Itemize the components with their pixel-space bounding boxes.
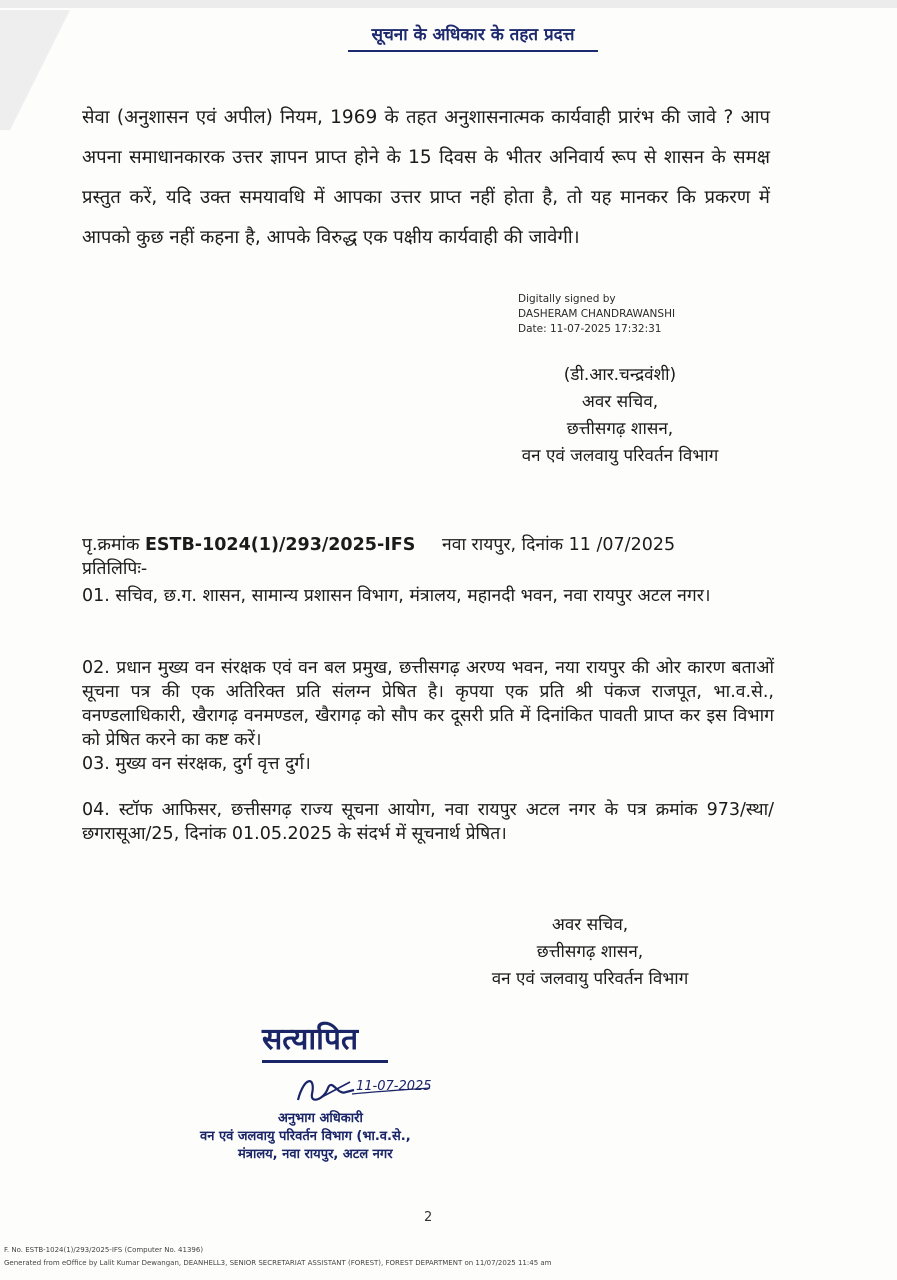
- top-band: [0, 0, 897, 8]
- digital-signature-block: [518, 292, 758, 337]
- verified-stamp-heading: सत्यापित: [262, 1020, 388, 1063]
- footer-file-number: F. No. ESTB-1024(1)/293/2025-IFS (Computer No. 41396): [4, 1246, 204, 1254]
- signatory-name: (डी.आर.चन्द्रवंशी): [563, 365, 677, 385]
- page-fold-shadow: [0, 10, 70, 130]
- signatory-designation: अवर सचिव,: [581, 392, 659, 412]
- handwritten-signature: [290, 1070, 440, 1110]
- reference-prefix: पृ.क्रमांक: [82, 535, 140, 555]
- copy-item-2: 02. प्रधान मुख्य वन संरक्षक एवं वन बल प्रमुख, छत्तीसगढ़ अरण्य भवन, नया रायपुर की ओर कारण बताओं सूचना पत्र की एक अतिरिक्त प्रति संलग्न प्रेषित है। कृपया एक प्रति श्री पंकज राजपूत, भा.व.से., वनण्डलाधिकारी, खैरागढ़ वनमण्डल, खैरागढ़ को सौप कर दूसरी प्रति में दिनांकित पावती प्राप्त कर इस विभाग को प्रेषित करने का कष्ट करें।: [82, 658, 774, 750]
- officer-stamp: [200, 1110, 500, 1164]
- rti-stamp-heading: सूचना के अधिकार के तहत प्रदत्त: [348, 22, 598, 52]
- signatory2-government: छत्तीसगढ़ शासन,: [536, 942, 644, 962]
- reference-line: [82, 533, 676, 557]
- page-number: 2: [424, 1210, 433, 1225]
- digital-signature-name: DASHERAM CHANDRAWANSHI: [518, 308, 676, 320]
- digital-signature-line: Digitally signed by: [518, 293, 616, 305]
- footer: [0, 1244, 897, 1270]
- signatory-department: वन एवं जलवायु परिवर्तन विभाग: [521, 446, 719, 466]
- copy-item-1: 01. सचिव, छ.ग. शासन, सामान्य प्रशासन विभाग, मंत्रालय, महानदी भवन, नवा रायपुर अटल नगर।: [82, 586, 711, 606]
- signatory-block: [470, 362, 770, 470]
- stamp-address: मंत्रालय, नवा रायपुर, अटल नगर: [238, 1147, 393, 1162]
- place-date: नवा रायपुर, दिनांक 11 /07/2025: [442, 535, 676, 555]
- signatory-government: छत्तीसगढ़ शासन,: [566, 419, 674, 439]
- signatory-block-2: [440, 912, 740, 993]
- body-paragraph: सेवा (अनुशासन एवं अपील) नियम, 1969 के तहत अनुशासनात्मक कार्यवाही प्रारंभ की जावे ? आप अपना समाधानकारक उत्तर ज्ञापन प्राप्त होने के 15 दिवस के भीतर अनिवार्य रूप से शासन के समक्ष प्रस्तुत करें, यदि उक्त समयावधि में आपका उत्तर प्राप्त नहीं होता है, तो यह मानकर कि प्रकरण में आपको कुछ नहीं कहना है, आपके विरुद्ध एक पक्षीय कार्यवाही की जावेगी।: [82, 107, 770, 248]
- digital-signature-date: Date: 11-07-2025 17:32:31: [518, 323, 662, 335]
- copy-item-3: 03. मुख्य वन संरक्षक, दुर्ग वृत्त दुर्ग।: [82, 754, 311, 774]
- copy-item-4: 04. स्टॉफ आफिसर, छत्तीसगढ़ राज्य सूचना आयोग, नवा रायपुर अटल नगर के पत्र क्रमांक 973/स्था/छगरासूआ/25, दिनांक 01.05.2025 के संदर्भ में सूचनार्थ प्रेषित।: [82, 800, 774, 844]
- copy-label: प्रतिलिपिः-: [82, 559, 148, 579]
- stamp-department: वन एवं जलवायु परिवर्तन विभाग (भा.व.से.,: [200, 1129, 411, 1144]
- svg-text:11-07-2025: 11-07-2025: [356, 1079, 432, 1094]
- signatory2-designation: अवर सचिव,: [551, 915, 629, 935]
- footer-generated-line: Generated from eOffice by Lalit Kumar Dewangan, DEANHELL3, SENIOR SECRETARIAT ASSISTANT (FOREST), FOREST DEPARTMENT on 11/07/2025 11:45 am: [4, 1259, 552, 1267]
- stamp-officer: अनुभाग अधिकारी: [278, 1111, 363, 1126]
- signatory2-department: वन एवं जलवायु परिवर्तन विभाग: [491, 969, 689, 989]
- reference-number: ESTB-1024(1)/293/2025-IFS: [144, 535, 416, 555]
